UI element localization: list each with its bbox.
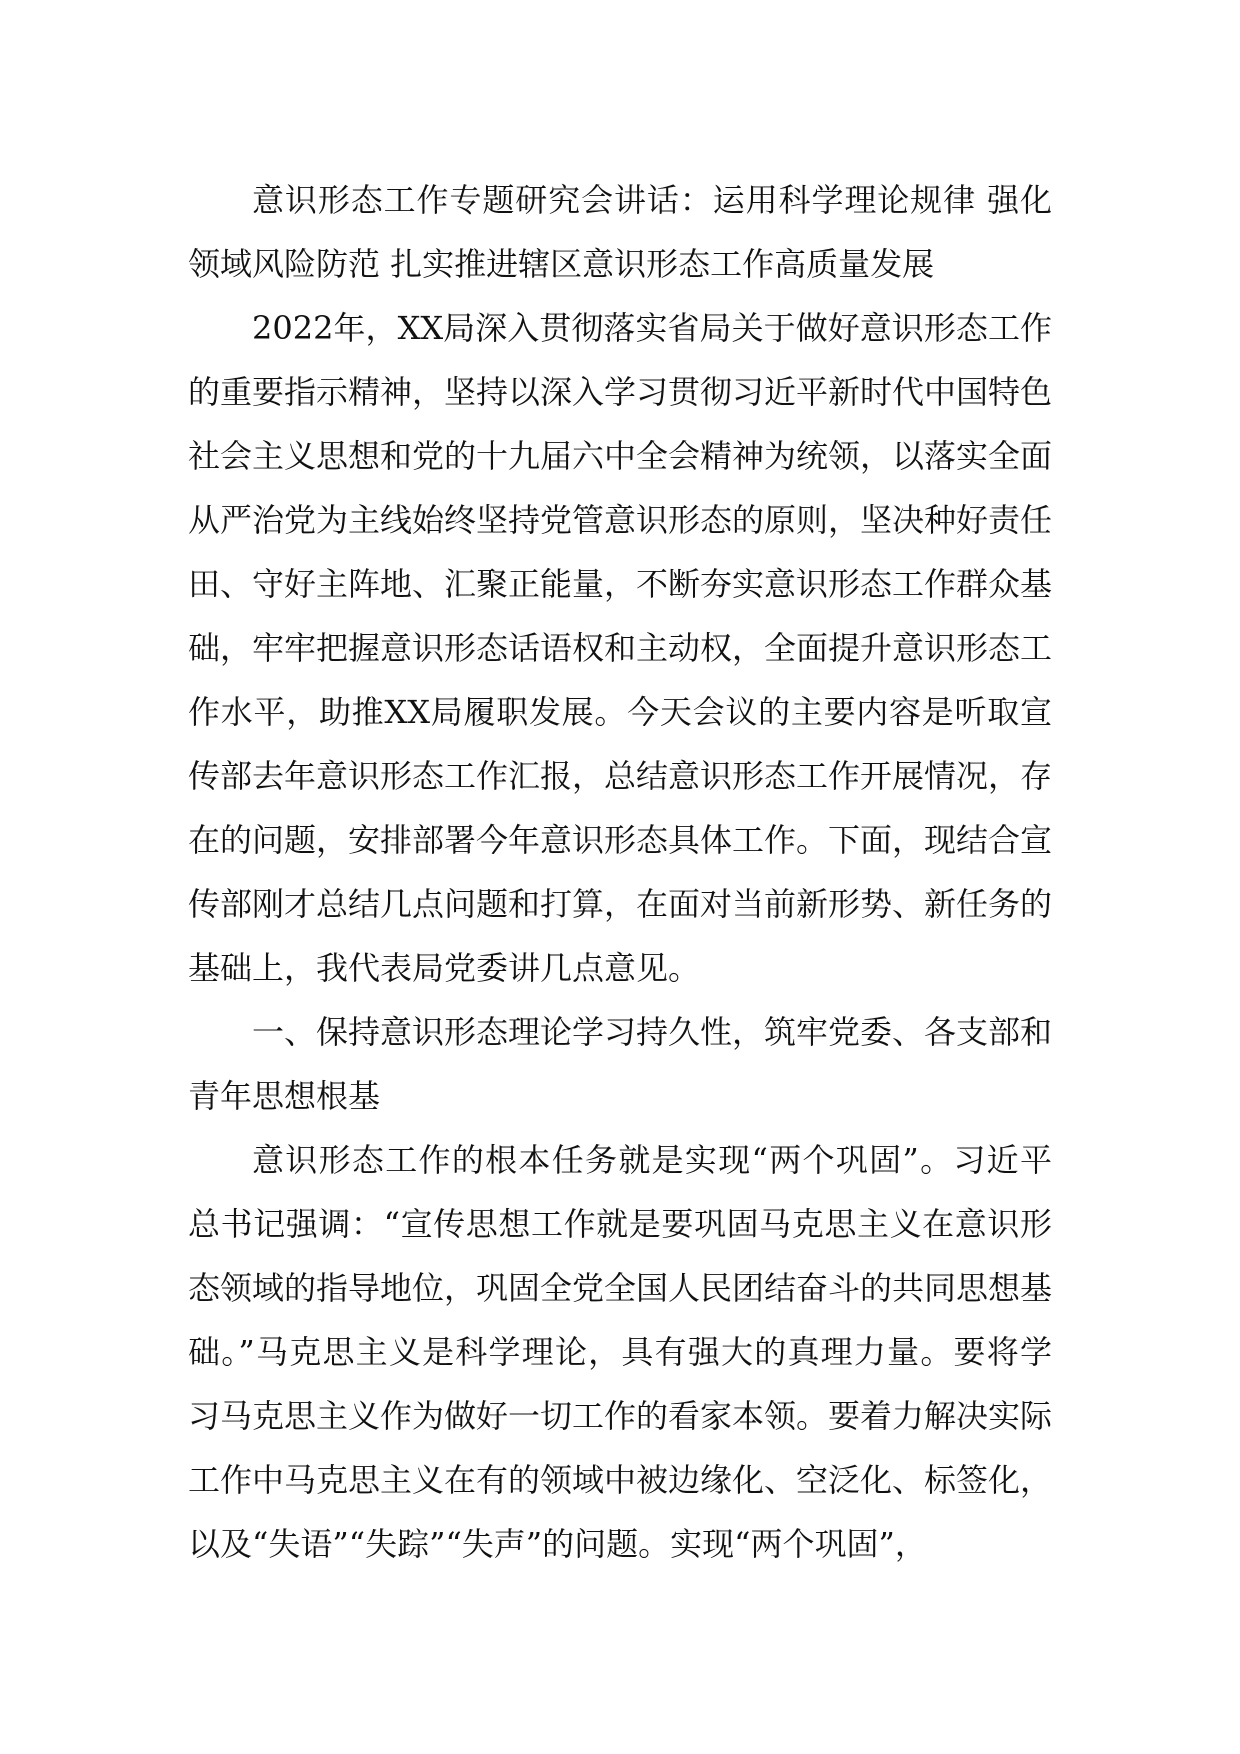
section-heading-1: 一、保持意识形态理论学习持久性，筑牢党委、各支部和青年思想根基 (188, 1013, 1053, 1115)
paragraph-intro: 2022年，XX局深入贯彻落实省局关于做好意识形态工作的重要指示精神，坚持以深入学习贯彻习近平新时代中国特色社会主义思想和党的十九届六中全会精神为统领，以落实全面从严治党为主线始终坚持党管意识形态的原则，坚决种好责任田、守好主阵地、汇聚正能量，不断夯实意识形态工作群众基础，牢牢把握意识形态话语权和主动权，全面提升意识形态工作水平，助推XX局履职发展。今天会议的主要内容是听取宣传部去年意识形态工作汇报，总结意识形态工作开展情况，存在的问题，安排部署今年意识形态具体工作。下面，现结合宣传部刚才总结几点问题和打算，在面对当前新形势、新任务的基础上，我代表局党委讲几点意见。 (188, 309, 1053, 987)
document-title: 意识形态工作专题研究会讲话：运用科学理论规律 强化领域风险防范 扎实推进辖区意识形态工作高质量发展 (188, 181, 1052, 283)
paragraph-section-1: 意识形态工作的根本任务就是实现“两个巩固”。习近平总书记强调：“宣传思想工作就是要巩固马克思主义在意识形态领域的指导地位，巩固全党全国人民团结奋斗的共同思想基础。”马克思主义是科学理论，具有强大的真理力量。要将学习马克思主义作为做好一切工作的看家本领。要着力解决实际工作中马克思主义在有的领域中被边缘化、空泛化、标签化，以及“失语”“失踪”“失声”的问题。实现“两个巩固”， (188, 1141, 1053, 1563)
document-body (188, 168, 1052, 1576)
